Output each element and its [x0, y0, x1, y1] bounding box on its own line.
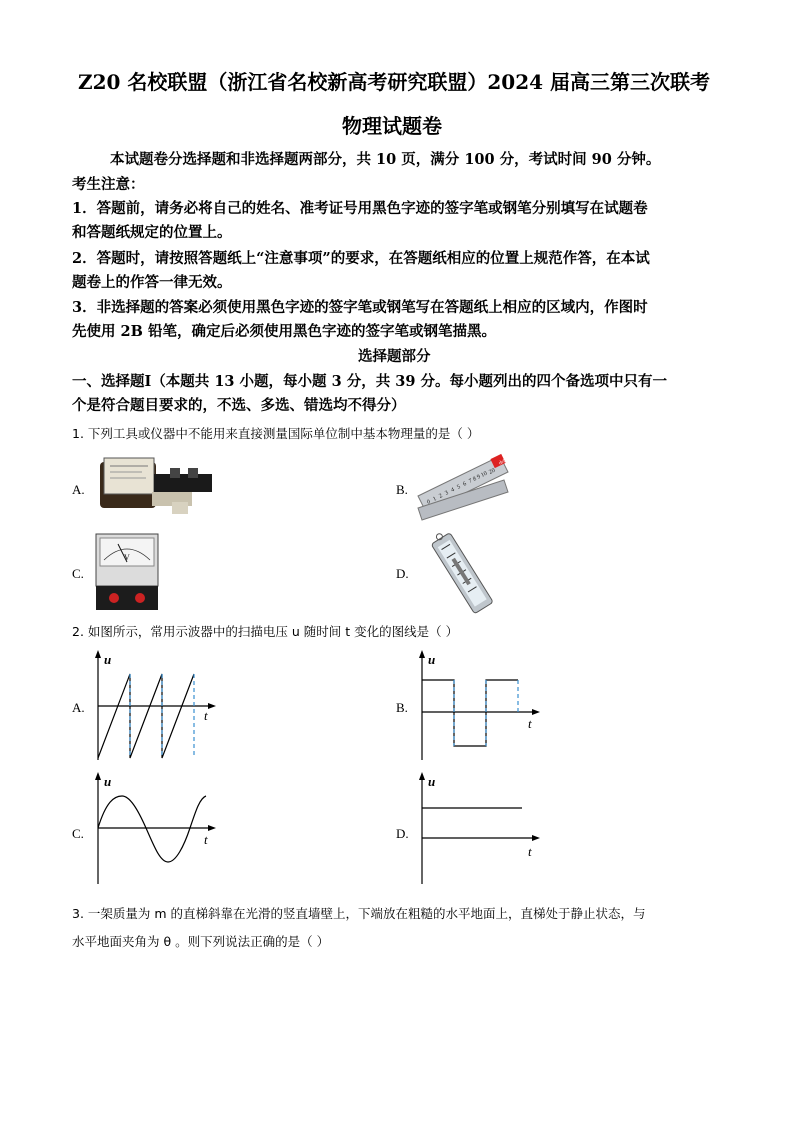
ruler-tick-7: 7	[468, 478, 474, 485]
ruler-tick-9: 9	[476, 474, 482, 481]
graph-c-t-label: t	[204, 832, 208, 847]
notice-item-1-line1: 1．答题前，请务必将自己的姓名、准考证号用黑色字迹的签字笔或钢笔分别填写在试题卷	[72, 200, 648, 217]
ruler-image	[414, 450, 510, 528]
ruler-tick-4: 4	[450, 487, 456, 494]
q1-stem: 1. 下列工具或仪器中不能用来直接测量国际单位制中基本物理量的是（ ）	[72, 426, 480, 441]
q2-option-b-label: B.	[396, 700, 408, 715]
ruler-tick-8: 8	[472, 476, 478, 483]
q2-option-c-label: C.	[72, 826, 84, 841]
spring-scale-image	[414, 528, 510, 614]
ruler-tick-10: 10	[480, 470, 489, 479]
ruler-brand-label: deli	[498, 458, 508, 467]
section-title: 选择题部分	[358, 348, 431, 365]
q2-option-d-label: D.	[396, 826, 409, 841]
vernier-caliper-image	[92, 452, 218, 516]
exam-title-line2: 物理试题卷	[342, 114, 442, 138]
graph-d-u-label: u	[428, 774, 436, 789]
ruler-tick-1: 1	[432, 496, 438, 503]
ruler-tick-6: 6	[462, 481, 468, 488]
ruler-tick-5: 5	[456, 484, 462, 491]
q1-option-d-label: D.	[396, 566, 409, 581]
intro-text: 本试题卷分选择题和非选择题两部分，共 10 页，满分 100 分，考试时间 90 分钟。	[110, 151, 661, 168]
notice-item-1-line2: 和答题纸规定的位置上。	[72, 224, 232, 241]
voltmeter-unit-label: V	[124, 553, 130, 562]
ruler-tick-3: 3	[444, 490, 450, 497]
q2-stem: 2. 如图所示，常用示波器中的扫描电压 u 随时间 t 变化的图线是（ ）	[72, 624, 459, 639]
graph-d-t-label: t	[528, 844, 532, 859]
notice-item-2-line2: 题卷上的作答一律无效。	[72, 274, 232, 291]
q1-option-b-label: B.	[396, 482, 408, 497]
notice-item-3-line2: 先使用 2B 铅笔，确定后必须使用黑色字迹的签字笔或钢笔描黑。	[72, 323, 496, 340]
section-heading-line2: 个是符合题目要求的，不选、多选、错选均不得分）	[72, 397, 406, 414]
section-heading-line1: 一、选择题Ⅰ（本题共 13 小题，每小题 3 分，共 39 分。每小题列出的四个备选项中只有一	[72, 373, 668, 390]
q3-line1: 3. 一架质量为 m 的直梯斜靠在光滑的竖直墙壁上，下端放在粗糙的水平地面上，直梯处于静止状态，与	[72, 906, 646, 921]
ruler-tick-2: 2	[438, 493, 444, 500]
voltmeter-image	[94, 532, 160, 612]
q2-option-a-label: A.	[72, 700, 85, 715]
graph-b-t-label: t	[528, 716, 532, 731]
q3-line2: 水平地面夹角为 θ 。则下列说法正确的是（ ）	[72, 934, 330, 949]
graph-c-sine-wave	[90, 770, 220, 888]
notice-item-2-line1: 2．答题时，请按照答题纸上“注意事项”的要求，在答题纸相应的位置上规范作答，在本试	[72, 250, 650, 267]
exam-title-line1: Z20 名校联盟（浙江省名校新高考研究联盟）2024 届高三第三次联考	[78, 70, 711, 94]
graph-a-u-label: u	[104, 652, 112, 667]
q1-option-a-label: A.	[72, 482, 85, 497]
ruler-tick-20: 20	[488, 467, 497, 476]
graph-a-t-label: t	[204, 708, 208, 723]
graph-d-constant	[414, 770, 544, 888]
notice-heading: 考生注意：	[72, 176, 145, 193]
ruler-tick-0: 0	[426, 499, 432, 506]
graph-b-u-label: u	[428, 652, 436, 667]
graph-b-square-wave	[414, 648, 544, 766]
graph-c-u-label: u	[104, 774, 112, 789]
notice-item-3-line1: 3．非选择题的答案必须使用黑色字迹的签字笔或钢笔写在答题纸上相应的区域内，作图时	[72, 299, 648, 316]
q1-option-c-label: C.	[72, 566, 84, 581]
graph-a-sawtooth	[90, 648, 220, 766]
